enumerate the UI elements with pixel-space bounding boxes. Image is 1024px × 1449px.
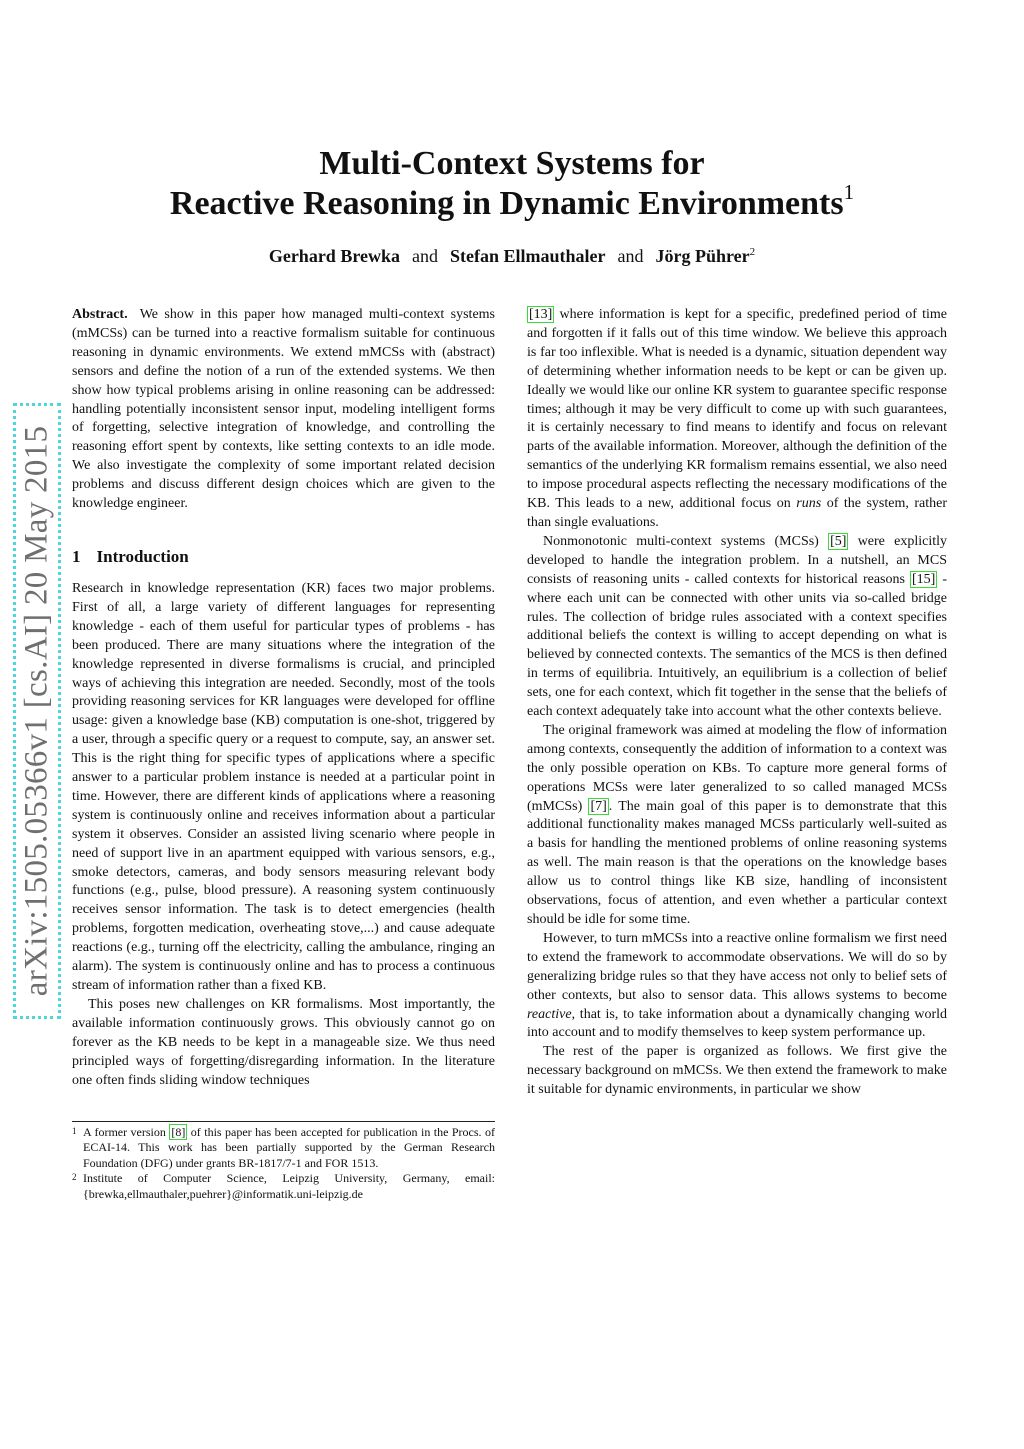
arxiv-identifier: arXiv:1505.05366v1 [cs.AI] 20 May 2015: [18, 425, 55, 997]
footnote-marker: 1: [72, 1126, 77, 1136]
author-footnote-marker: 2: [749, 246, 756, 258]
intro-paragraph-4: The original framework was aimed at modeling the flow of information among contexts, consequently the addition of information to a context was the only possible operation on KBs. To capture more general forms of operations MCSs were later generalized to so called managed MCSs (mMCSs) [7] . The main goal of this paper is to demonstrate that this additional functionality makes managed MCSs particularly well-suited as a basis for handling the mentioned problems of online reasoning systems as well. The main reason is that the operations on the knowledge bases allow us to control things like KB size, handling of inconsistent observations, focus of attention, and even whether a particular context should be idle for some time.: [527, 722, 948, 927]
footnote-1: 1 A former version [8] of this paper has been accepted for publication in the Procs. of ECAI-14. This work has been partially supported by the German Research Foundation (DFG) under grants BR-1817/7-1 and FOR 1513.: [72, 1125, 496, 1170]
author-separator: and: [617, 246, 644, 266]
arxiv-stamp: [13, 403, 61, 1019]
author-list: [0, 244, 1024, 268]
citation-link[interactable]: [7]: [590, 798, 607, 814]
citation-link[interactable]: [5]: [830, 533, 847, 549]
abstract-label: Abstract.: [72, 307, 128, 322]
intro-paragraph-6: The rest of the paper is organized as follows. We first give the necessary background on mMCSs. We then extend the framework to make it suitable for dynamic environments, in particular we show: [527, 1044, 947, 1098]
author-puehrer: Jörg Pührer: [655, 246, 750, 266]
citation-link[interactable]: [13]: [529, 307, 553, 322]
title-line-1: Multi-Context Systems for: [319, 145, 705, 182]
author-separator: and: [412, 246, 438, 266]
section-number: 1: [72, 546, 81, 566]
left-column: [72, 306, 495, 1090]
section-heading-introduction: [72, 546, 495, 568]
paper-title: [0, 144, 1024, 224]
footnote-2: 2 Institute of Computer Science, Leipzig University, Germany, email: {brewka,ellmauthaler,puehrer}@informatik.uni-leipzig.de: [72, 1171, 495, 1201]
section-title: Introduction: [96, 546, 189, 566]
intro-paragraph-1: Research in knowledge representation (KR) faces two major problems. First of all, a large variety of different languages for representing knowledge - each of them useful for particular types of problems - has been produced. There are many situations where the integration of the knowledge represented in diverse formalisms is crucial, and principled ways of achieving this integration are needed. Secondly, most of the tools providing reasoning services for KR languages were developed for offline usage: given a knowledge base (KB) computation is one-shot, triggered by a user, through a specific query or a request to compute, say, an answer set. This is the right thing for specific types of applications where a specific answer to a particular problem instance is needed at a particular point in time. However, there are different kinds of applications where a reasoning system is continuously online and receives information about a particular system it observes. Consider an assisted living scenario where people in need of support live in an apartment equipped with various sensors, e.g., smoke detectors, cameras, and body sensors measuring relevant body functions (e.g., pulse, blood pressure). A reasoning system continuously receives sensor information. The task is to detect emergencies (health problems, forgotten medication, overheating stove,...) and cause adequate reactions (e.g., turning off the electricity, calling the ambulance, ringing an alarm). The system is continuously online and has to process a continuous stream of information rather than a fixed KB.: [72, 580, 495, 993]
title-line-2: Reactive Reasoning in Dynamic Environments: [169, 185, 844, 222]
intro-paragraph-2-start: This poses new challenges on KR formalisms. Most importantly, the available information continuously grows. This obviously cannot go on forever as the KB needs to be kept in a manageable size. We thus need principled ways of forgetting/disregarding information. In the literature one often finds sliding window techniques: [72, 996, 495, 1088]
emphasis-runs: runs: [796, 496, 822, 512]
abstract-text: We show in this paper how managed multi-context systems (mMCSs) can be turned into a reactive formalism suitable for continuous reasoning in dynamic environments. We extend mMCSs with (abstract) sensors and define the notion of a run of the extended systems. We then show how typical problems arising in online reasoning can be addressed: handling potentially inconsistent sensor input, modeling intelligent forms of forgetting, selective integration of knowledge, and controlling the reasoning effort spent by contexts, like setting contexts to an idle mode. We also investigate the complexity of some important related decision problems and discuss different design choices which are given to the knowledge engineer.: [72, 307, 496, 512]
citation-link[interactable]: [15]: [912, 571, 936, 587]
title-footnote-marker: 1: [843, 180, 855, 204]
emphasis-reactive: reactive: [527, 1006, 572, 1022]
citation-link[interactable]: [8]: [171, 1125, 186, 1139]
footnotes: [72, 1125, 495, 1202]
footnote-marker: 2: [72, 1172, 77, 1183]
intro-paragraph-2-continued: [13] where information is kept for a specific, predefined period of time and forgotten if it falls out of this time window. We believe this approach is far too inflexible. What is needed is a dynamic, situation dependent way of determining whether information needs to be kept or can be given up. Ideally we would like our online KR system to guarantee specific response times; although it may be very difficult to come up with such guarantees, it is certainly necessary to find means to identify and focus on relevant parts of the available information. Moreover, although the definition of the semantics of the underlying KR formalism remains essential, we also need to impose procedural aspects reflecting the necessary modifications of the KB. This leads to a new, additional focus on runs of the system, rather than single evaluations.: [527, 307, 948, 530]
author-brewka: Gerhard Brewka: [268, 246, 400, 266]
right-column: [527, 306, 947, 1100]
footnote-divider: [72, 1121, 495, 1122]
intro-paragraph-3: Nonmonotonic multi-context systems (MCSs) [5] were explicitly developed to handle the integration problem. In a nutshell, an MCS consists of reasoning units - called contexts for historical reasons [15] - where each unit can be connected with other units via so-called bridge rules. The collection of bridge rules associated with a context specifies additional beliefs the context is willing to accept depending on what is believed by connected contexts. The semantics of the MCS is then defined in terms of equilibria. Intuitively, an equilibrium is a collection of belief sets, one for each context, which fit together in the sense that the beliefs of each context adequately take into account what the other contexts believe.: [527, 533, 948, 720]
author-ellmauthaler: Stefan Ellmauthaler: [450, 246, 606, 266]
abstract: [72, 306, 495, 514]
intro-paragraph-5: However, to turn mMCSs into a reactive online formalism we first need to extend the framework to accommodate observations. We will do so by generalizing bridge rules so that they have access not only to belief sets of other contexts, but also to sensor data. This allows systems to become reactive, that is, to take information about a dynamically changing world into account and to modify themselves to keep system performance up.: [527, 930, 947, 1041]
